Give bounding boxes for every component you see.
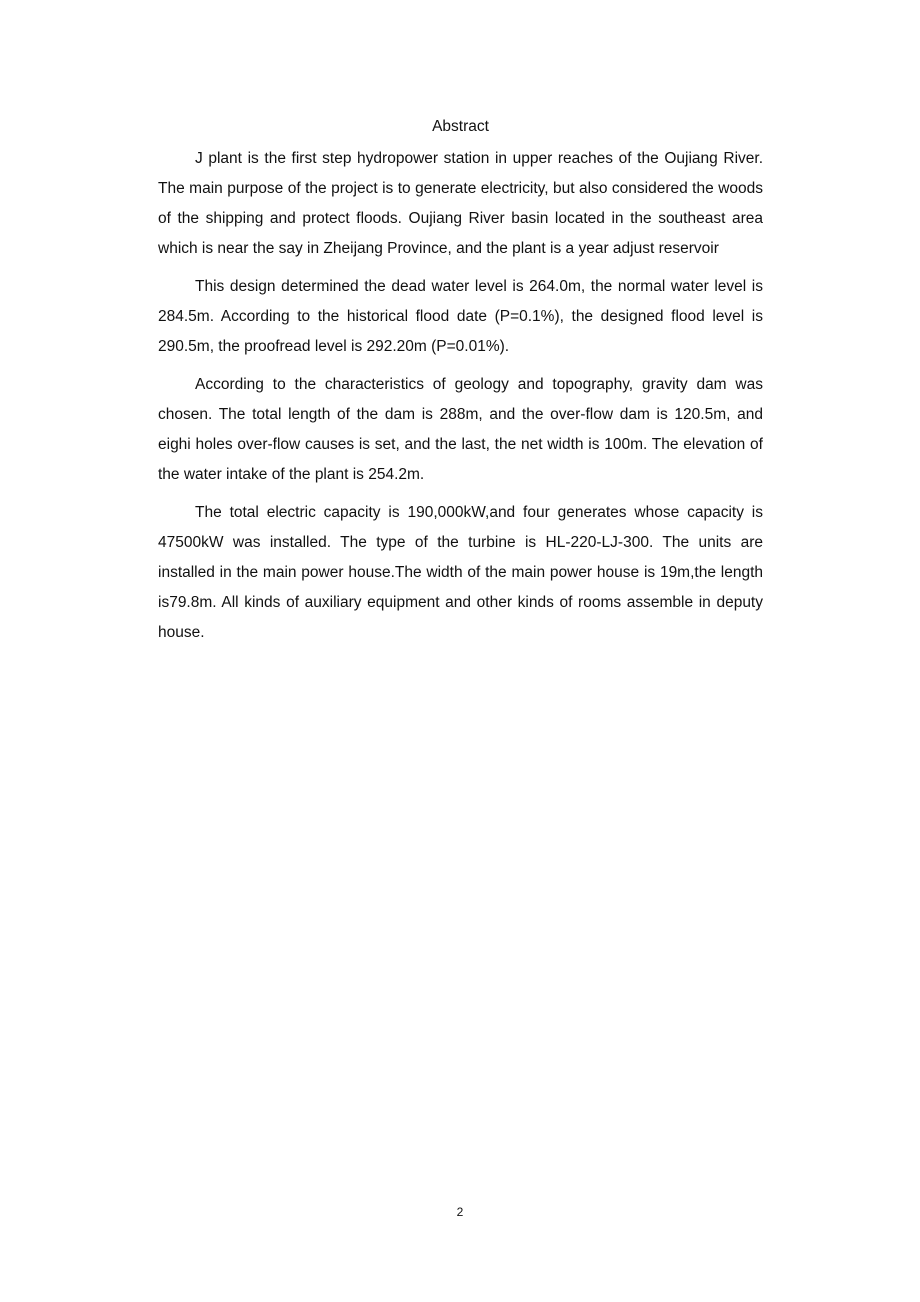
abstract-paragraph-4: The total electric capacity is 190,000kW,and four generates whose capacity is 47500kW was installed. The type of the turbine is HL-220-LJ-300. The units are installed in the main power house.The width of the main power house is 19m,the length is79.8m. All kinds of auxiliary equipment and other kinds of rooms assemble in deputy house. [158, 504, 763, 641]
abstract-paragraph-2: This design determined the dead water level is 264.0m, the normal water level is 284.5m. According to the historical flood date (P=0.1%), the designed flood level is 290.5m, the proofread level is 292.20m (P=0.01%). [158, 278, 763, 355]
document-body [158, 114, 763, 656]
abstract-title: Abstract [432, 118, 489, 135]
abstract-paragraph-1: J plant is the first step hydropower station in upper reaches of the Oujiang River. The main purpose of the project is to generate electricity, but also considered the woods of the shipping and protect floods. Oujiang River basin located in the southeast area which is near the say in Zheijang Province, and the plant is a year adjust reservoir [158, 150, 763, 257]
abstract-paragraph-3: According to the characteristics of geology and topography, gravity dam was chosen. The total length of the dam is 288m, and the over-flow dam is 120.5m, and eighi holes over-flow causes is set, and the last, the net width is 100m. The elevation of the water intake of the plant is 254.2m. [158, 376, 763, 483]
page-number: 2 [456, 1205, 464, 1219]
